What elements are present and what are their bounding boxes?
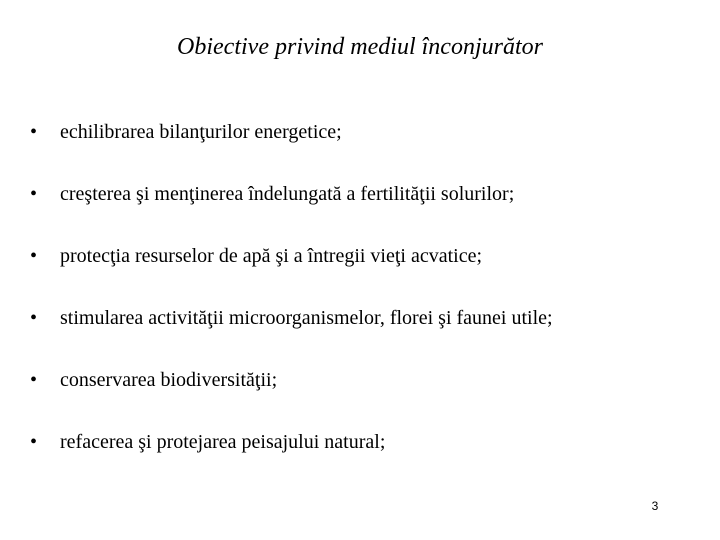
bullet-text: creşterea şi menţinerea îndelungată a fertilităţii solurilor; <box>60 183 515 205</box>
list-item <box>30 174 700 236</box>
bullet-icon: • <box>30 245 38 267</box>
page-number: 3 <box>651 499 659 513</box>
bullet-text: protecţia resurselor de apă şi a întregii vieţi acvatice; <box>60 245 483 267</box>
bullet-list <box>30 112 700 484</box>
list-item <box>30 298 700 360</box>
bullet-icon: • <box>30 369 38 391</box>
bullet-icon: • <box>30 431 38 453</box>
list-item <box>30 236 700 298</box>
bullet-icon: • <box>30 183 38 205</box>
bullet-text: echilibrarea bilanţurilor energetice; <box>60 121 342 143</box>
bullet-text: stimularea activităţii microorganismelor, florei şi faunei utile; <box>60 307 553 329</box>
slide-title: Obiective privind mediul înconjurător <box>177 34 543 60</box>
bullet-text: conservarea biodiversităţii; <box>60 369 278 391</box>
bullet-text: refacerea şi protejarea peisajului natural; <box>60 431 386 453</box>
list-item <box>30 422 700 484</box>
bullet-icon: • <box>30 121 38 143</box>
list-item <box>30 360 700 422</box>
bullet-icon: • <box>30 307 38 329</box>
list-item <box>30 112 700 174</box>
